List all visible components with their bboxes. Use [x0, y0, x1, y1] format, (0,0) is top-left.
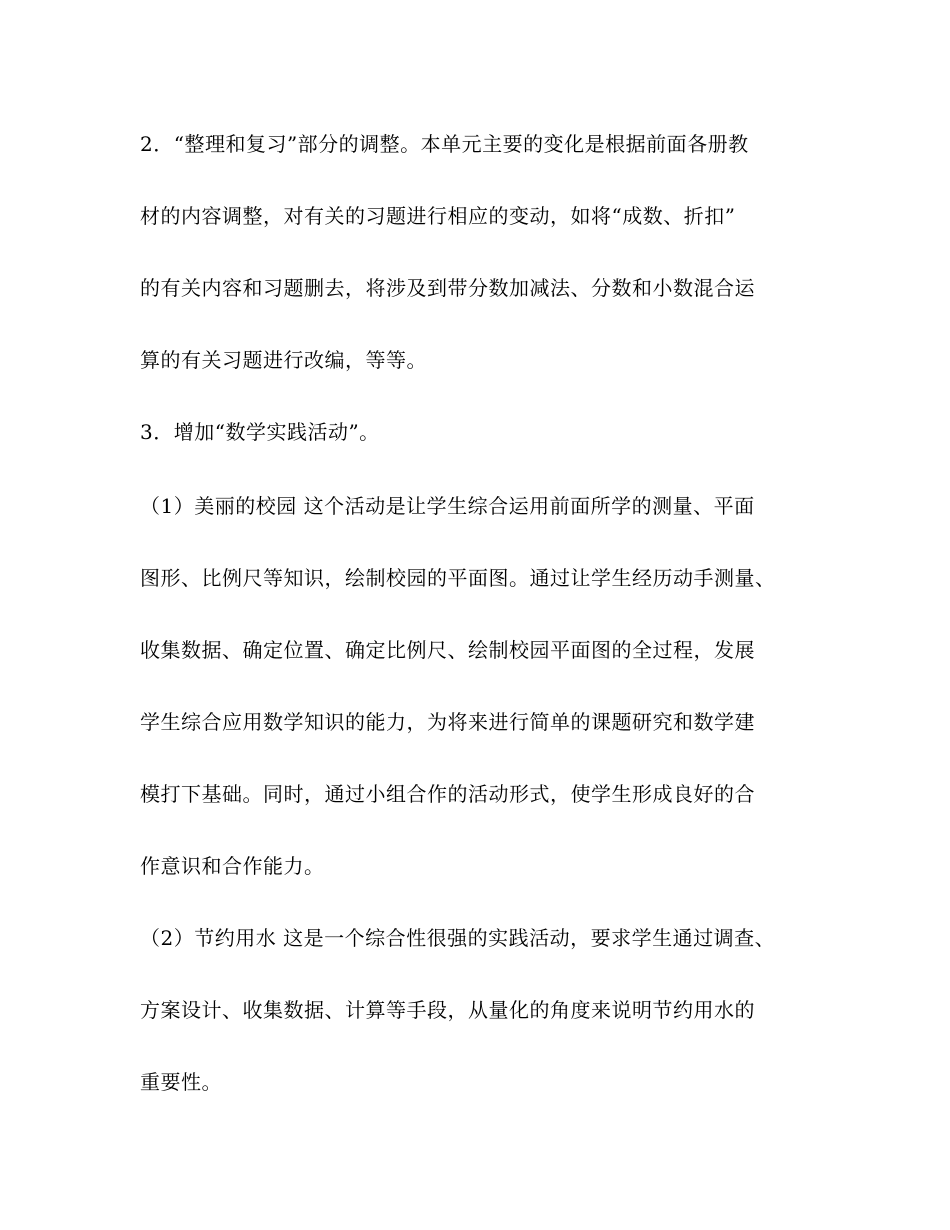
- text-line-3: 的有关内容和习题删去，将涉及到带分数加减法、分数和小数混合运: [140, 276, 755, 300]
- text-line-14: 重要性。: [140, 1070, 222, 1094]
- text-line-8: 收集数据、确定位置、确定比例尺、绘制校园平面图的全过程，发展: [140, 638, 755, 662]
- text-line-11: 作意识和合作能力。: [140, 854, 325, 878]
- text-line-5: 3．增加“数学实践活动”。: [140, 420, 380, 444]
- text-line-2: 材的内容调整，对有关的习题进行相应的变动，如将“成数、折扣”: [140, 204, 736, 228]
- text-line-9: 学生综合应用数学知识的能力，为将来进行简单的课题研究和数学建: [140, 710, 755, 734]
- text-line-13: 方案设计、收集数据、计算等手段，从量化的角度来说明节约用水的: [140, 998, 755, 1022]
- text-line-4: 算的有关习题进行改编，等等。: [140, 348, 427, 372]
- text-line-10: 模打下基础。同时，通过小组合作的活动形式，使学生形成良好的合: [140, 782, 755, 806]
- text-line-6: （1）美丽的校园 这个活动是让学生综合运用前面所学的测量、平面: [140, 494, 755, 518]
- text-line-12: （2）节约用水 这是一个综合性很强的实践活动，要求学生通过调查、: [140, 926, 776, 950]
- text-line-1: 2．“整理和复习”部分的调整。本单元主要的变化是根据前面各册教: [140, 132, 749, 156]
- text-line-7: 图形、比例尺等知识，绘制校园的平面图。通过让学生经历动手测量、: [140, 566, 776, 590]
